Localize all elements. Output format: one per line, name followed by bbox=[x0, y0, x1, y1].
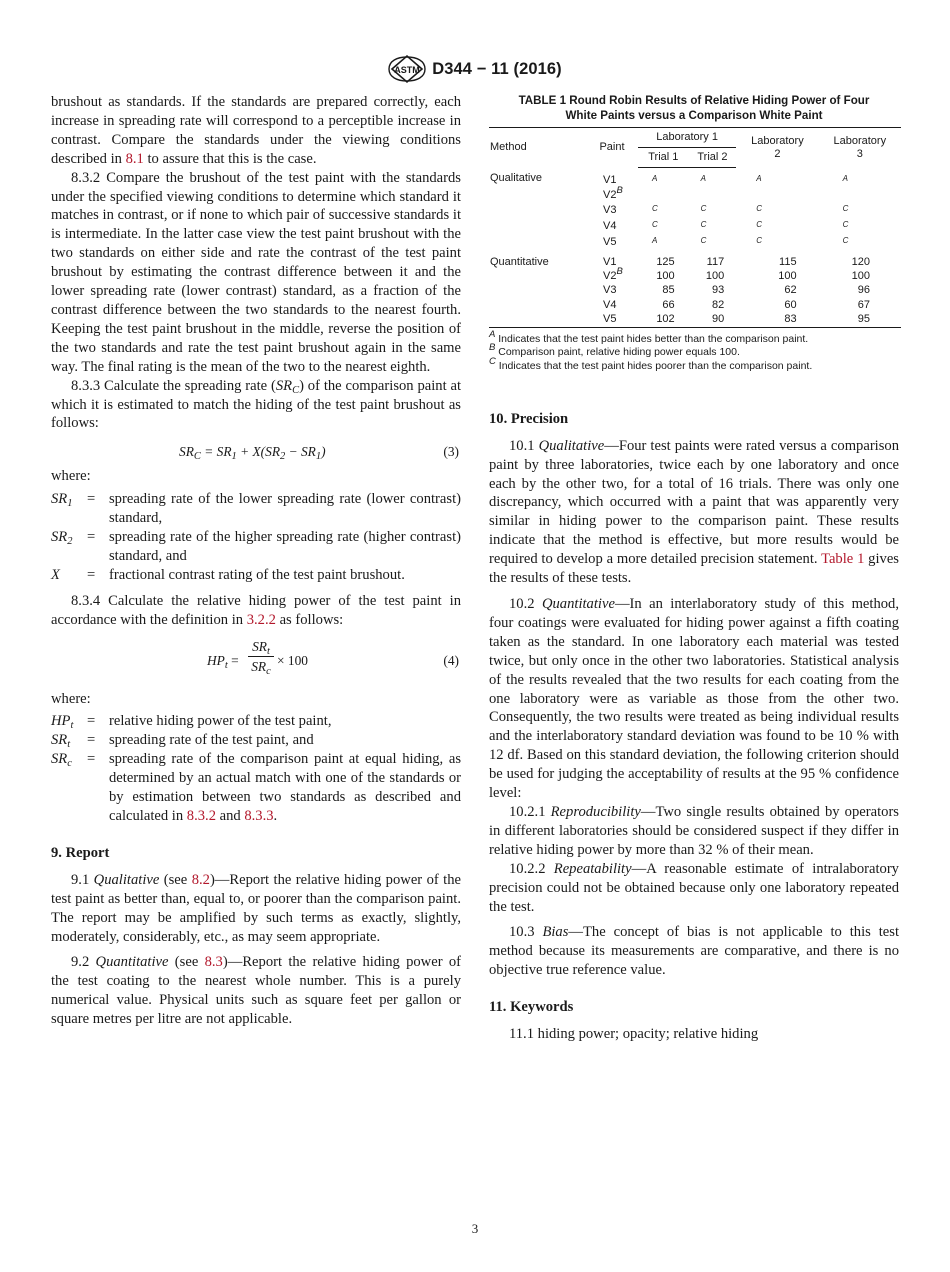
link-3-2-2[interactable]: 3.2.2 bbox=[246, 611, 276, 628]
definition-sr2: $SR_2$ = spreading rate of the higher spreading rate (higher contrast) standard, and bbox=[51, 529, 461, 564]
page-header bbox=[0, 54, 950, 89]
table-row: Quantitative V1 125 117 115 120 bbox=[490, 256, 870, 269]
paragraph-9-2: 9.2 Quantitative (see 8.3)—Report the relative hiding power of the test coating to the nearest whole number. This is a purely numerical value. Physical units such as square feet per gallon or square metres per litre are not applicable. bbox=[51, 954, 462, 1028]
column-header-laboratory-2: Laboratory 2 bbox=[736, 128, 818, 168]
right-column bbox=[489, 94, 899, 1044]
where-label: where: bbox=[51, 690, 91, 707]
footnote-a: $^A$ Indicates that the test paint hides better than the comparison paint. bbox=[489, 328, 809, 345]
column-header-laboratory-1: Laboratory 1 bbox=[638, 128, 736, 148]
astm-logo-text: ASTM bbox=[394, 65, 420, 75]
paragraph-10-1: 10.1 Qualitative—Four test paints were rated versus a comparison paint by three laboratories, twice each by one laboratory and once each by the other two, for a total of 16 trials. There was only one discrepancy, which occurred with a paint that was apparently very similar in hiding power to the comparison paint. These results indicate that the method is effective, but more results would be required to develop a more detailed precision statement. Table 1 gives the results of these tests. bbox=[489, 437, 900, 587]
definition-src: $SR_c$ = spreading rate of the comparison paint at equal hiding, as determined by an actual match with one of the standards or by estimation between two standards as described and calculated in 8.3.2 and 8.3.3. bbox=[51, 751, 461, 824]
table-row: $V2^B$ bbox=[603, 184, 623, 201]
paragraph-8-3-2: 8.3.2 Compare the brushout of the test paint with the standards under the specified viewing conditions to determine which standard it matches in contrast, or if none to which pair of successive standards it is intermediate. In the latter case view the test paint brushout with the two standards on either side and rate the contrast of the test paint brushout by estimating the contrast difference between it and the lower spreading rate (lower contrast) standard, as a fraction of the contrast difference between the two standards to the nearest fourth. Keeping the test paint brushout in the middle, reverse the position of the two standards and rate the test paint brushout again in the same way. The final rating is the mean of the two to the nearest eighth. bbox=[51, 169, 461, 375]
link-8-3[interactable]: 8.3 bbox=[204, 954, 223, 971]
section-heading-precision: 10. Precision bbox=[489, 410, 569, 427]
equation-4: $HP_t$ = $SR_t$ $SR_c$ × 100 (4) bbox=[207, 638, 459, 677]
section-heading-keywords: 11. Keywords bbox=[489, 999, 574, 1016]
table-row: V4 66 82 60 67 bbox=[603, 298, 870, 311]
footnote-c: $^C$ Indicates that the test paint hides poorer than the comparison paint. bbox=[489, 356, 813, 373]
link-8-1[interactable]: 8.1 bbox=[125, 150, 144, 167]
page-number: 3 bbox=[471, 1221, 479, 1236]
qualitative-rows bbox=[489, 167, 901, 250]
footnote-b: $^B$ Comparison paint, relative hiding power equals 100. bbox=[489, 342, 740, 359]
definition-list-1 bbox=[51, 490, 461, 585]
left-column bbox=[51, 93, 461, 1029]
definition-list-2 bbox=[51, 712, 461, 825]
column-header-laboratory-3: Laboratory 3 bbox=[819, 128, 901, 168]
table-title: TABLE 1 Round Robin Results of Relative Hiding Power of Four White Paints versus a Comparison White Paint bbox=[518, 94, 870, 122]
document-designation: D344 − 11 (2016) bbox=[432, 59, 562, 78]
paragraph-10-2: 10.2 Quantitative—In an interlaboratory study of this method, four coatings were evaluated for hiding power against a fifth coating taken as the standard. In one laboratory each material was tested twice, but only once in the other two laboratories. Statistical analysis of the results revealed that the two results for each coating from the one laboratory were as variable as those from the other two. Consequently, the two results were treated as being individual results and the interlaboratory standard deviation was found to be 10 % with 12 df. Based on this standard deviation, the following criterion should be used for judging the acceptability of results at the 95 % confidence level: bbox=[489, 596, 900, 802]
equation-number: (4) bbox=[443, 652, 459, 668]
table-row: V3 $^C$ $^C$ $^C$ $^C$ bbox=[603, 204, 849, 216]
definition-hpt: $HP_t$ = relative hiding power of the test paint, bbox=[51, 713, 332, 732]
equation-3: $SR_C = SR_1 + X(SR_2 - SR_1)$ (3) bbox=[179, 444, 459, 463]
link-8-3-3[interactable]: 8.3.3 bbox=[244, 808, 274, 824]
results-table bbox=[489, 127, 901, 328]
where-label: where: bbox=[51, 468, 91, 485]
paragraph-10-3: 10.3 Bias—The concept of bias is not applicable to this test method because its measurements are comparative, and there is no objective true reference value. bbox=[489, 924, 899, 979]
definition-sr1: $SR_1$ = spreading rate of the lower spreading rate (lower contrast) standard, bbox=[51, 491, 461, 527]
paragraph-8-3-1-continued: brushout as standards. If the standards are prepared correctly, each increase in spreading rate will correspond to a perceptible increase in contrast. Compare the standards under the viewing conditions described in 8.1 to assure that this is the case. bbox=[51, 94, 461, 167]
paragraph-8-3-3: 8.3.3 Calculate the spreading rate $(SR_C)$ of the comparison paint at which it is estimated to match the hiding of the test paint brushout as follows: bbox=[51, 377, 462, 432]
paragraph-8-3-4: 8.3.4 Calculate the relative hiding power of the test paint in accordance with the definition in 3.2.2 as follows: bbox=[51, 592, 461, 628]
column-header-method: Method bbox=[489, 128, 586, 168]
link-8-2[interactable]: 8.2 bbox=[191, 871, 210, 888]
column-header-trial-1: Trial 1 bbox=[638, 147, 689, 167]
column-header-paint: Paint bbox=[586, 128, 638, 168]
section-heading-report: 9. Report bbox=[51, 844, 110, 861]
paragraph-10-2-2: 10.2.2 Repeatability—A reasonable estimate of intralaboratory precision could not be obtained because only one laboratory repeated the test. bbox=[489, 860, 899, 915]
table-row: V4 $^C$ $^C$ $^C$ $^C$ bbox=[603, 220, 849, 233]
table-row: V3 85 93 62 96 bbox=[603, 284, 870, 297]
paragraph-10-2-1: 10.2.1 Reproducibility—Two single results obtained by operators in different laboratories should be considered suspect if they differ in relative hiding power by more than 32 % of their mean. bbox=[489, 803, 899, 858]
definition-x: X = fractional contrast rating of the test paint brushout. bbox=[51, 566, 405, 583]
table-row: V5 $^A$ $^C$ $^C$ $^C$ bbox=[603, 236, 849, 249]
paragraph-9-1: 9.1 Qualitative (see 8.2)—Report the relative hiding power of the test paint as better than, equal to, or poorer than the comparison paint. The report may be amplified by such terms as exactly, slightly, moderately, considerably, etc., as may seem appropriate. bbox=[51, 871, 461, 945]
astm-logo-icon bbox=[388, 54, 426, 84]
table-row: V5 102 90 83 95 bbox=[489, 312, 901, 328]
paragraph-11-1: 11.1 hiding power; opacity; relative hiding bbox=[509, 1026, 759, 1043]
table-row: Qualitative V1 $^A$ $^A$ $^A$ $^A$ bbox=[490, 172, 848, 186]
column-header-trial-2: Trial 2 bbox=[689, 147, 737, 167]
link-8-3-2[interactable]: 8.3.2 bbox=[186, 808, 216, 824]
definition-srt: $SR_t$ = spreading rate of the test paint, and bbox=[51, 732, 314, 751]
equation-number: (3) bbox=[443, 444, 459, 460]
quantitative-rows bbox=[489, 250, 901, 327]
table-row: $V2^B$ 100 100 100 100 bbox=[603, 266, 870, 283]
table-footnotes bbox=[489, 328, 899, 374]
link-table-1[interactable]: Table 1 bbox=[821, 551, 865, 568]
